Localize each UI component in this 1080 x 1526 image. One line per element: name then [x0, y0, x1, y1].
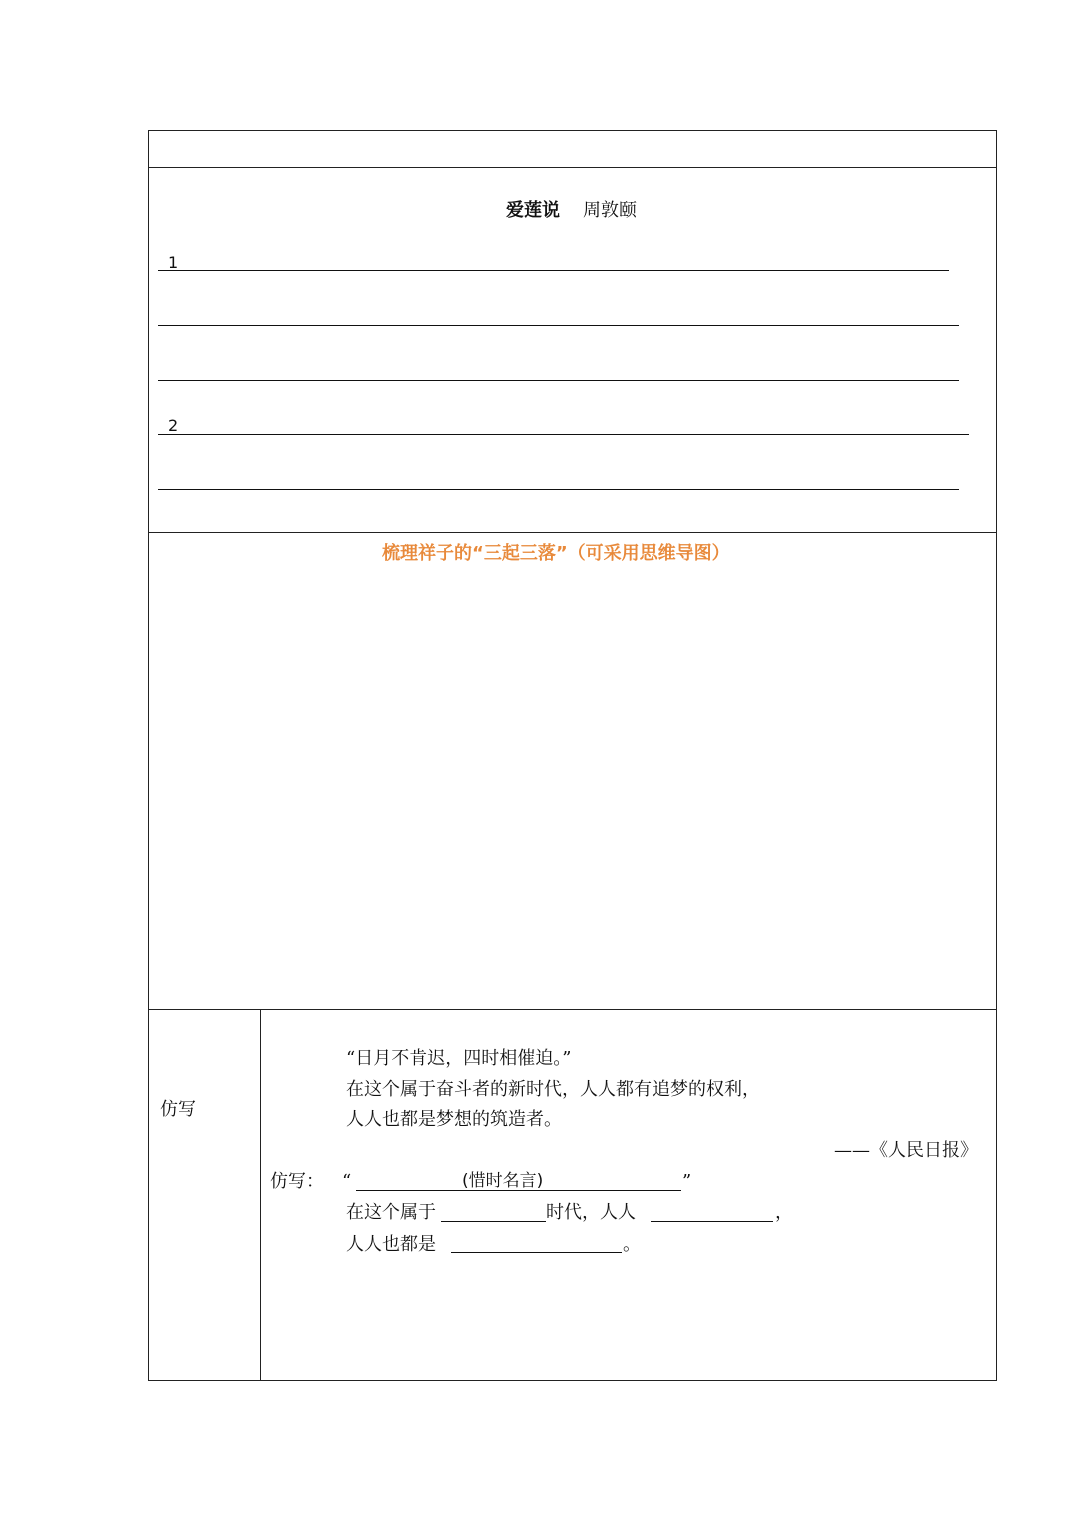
row-divider-top [148, 167, 997, 168]
mindmap-heading: 梳理祥子的“三起三落”（可采用思维导图） [382, 543, 730, 564]
answer-line-3[interactable] [158, 380, 959, 381]
close-quote: ” [682, 1171, 692, 1192]
open-quote: “ [342, 1171, 352, 1192]
blank-quote[interactable] [356, 1190, 681, 1191]
imitation-line-1: 在这个属于奋斗者的新时代，人人都有追梦的权利， [346, 1079, 760, 1100]
answer-line-5[interactable] [158, 489, 959, 490]
imitation-quote: “日月不肯迟，四时相催迫。” [346, 1048, 572, 1069]
question-number-2: 2 [168, 416, 179, 435]
fill1-prefix: 在这个属于 [346, 1202, 436, 1223]
mindmap-area[interactable] [150, 575, 995, 1007]
blank-builder[interactable] [451, 1252, 622, 1253]
column-divider-imitation [260, 1009, 261, 1380]
imitation-source: ——《人民日报》 [834, 1140, 978, 1161]
answer-line-1[interactable] [158, 270, 949, 271]
question-number-1: 1 [168, 253, 179, 272]
poem-author: 周敦颐 [583, 200, 637, 221]
row-divider-poem [148, 532, 997, 533]
imitation-prompt-label: 仿写： [270, 1171, 324, 1192]
fill2-prefix: 人人也都是 [346, 1234, 436, 1255]
blank-everyone[interactable] [651, 1221, 773, 1222]
fill2-end: 。 [623, 1234, 641, 1255]
row-divider-mindmap [148, 1009, 997, 1010]
answer-line-2[interactable] [158, 325, 959, 326]
imitation-hint: (惜时名言) [462, 1171, 544, 1191]
imitation-side-label: 仿写 [160, 1099, 196, 1120]
answer-line-4[interactable] [158, 434, 969, 435]
imitation-line-2: 人人也都是梦想的筑造者。 [346, 1109, 562, 1130]
blank-era[interactable] [441, 1221, 546, 1222]
fill1-end: ， [775, 1202, 793, 1223]
fill1-middle: 时代，人人 [546, 1202, 636, 1223]
poem-title: 爱莲说 [506, 200, 560, 221]
